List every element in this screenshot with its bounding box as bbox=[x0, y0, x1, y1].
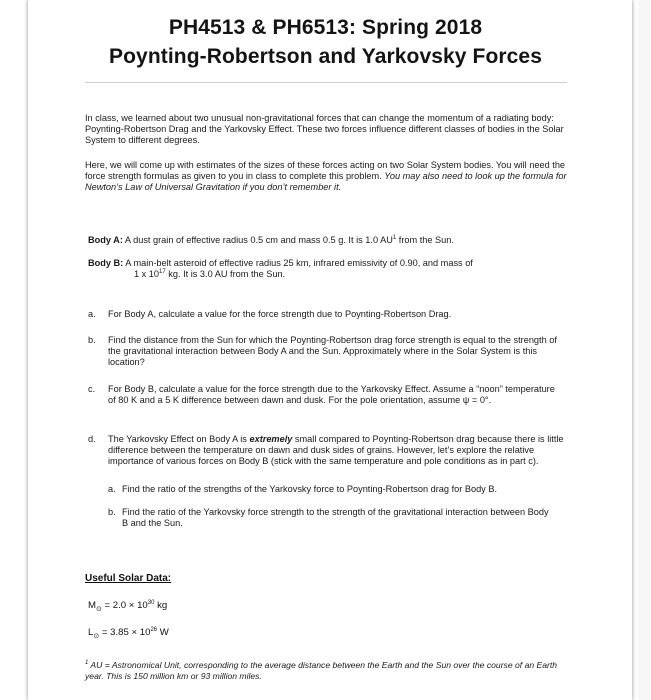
body-b-mass-exponent: 17 bbox=[159, 268, 166, 275]
title-divider bbox=[85, 82, 567, 83]
question-d-post: small compared to Poynting-Robertson drag because there is little difference between the temperature on dawn and dusk sides of grains. However, let’s explore the relative importance of various forces on Body B (stick with the same temperature and pole conditions as in part c). bbox=[108, 434, 564, 466]
body-b-line-2 bbox=[134, 269, 564, 280]
intro-paragraph-2-italic: You may also need to look up the formula for Newton’s Law of Universal Gravitation if you don’t remember it. bbox=[85, 171, 567, 192]
footnote bbox=[85, 660, 575, 682]
footnote-mark: 1 bbox=[85, 660, 89, 667]
body-a-label: Body A: bbox=[88, 235, 123, 245]
sun-symbol-icon: ⊙ bbox=[93, 632, 100, 640]
body-a-text: A dust grain of effective radius 0.5 cm and mass 0.5 g. It is 1.0 AU bbox=[124, 235, 393, 245]
body-b-label: Body B: bbox=[88, 258, 124, 268]
question-d-pre: The Yarkovsky Effect on Body A is bbox=[108, 434, 250, 444]
solar-luminosity-exponent: 26 bbox=[150, 626, 158, 633]
body-b-text-1: A main-belt asteroid of effective radius 25 km, infrared emissivity of 0.90, and mass of bbox=[125, 258, 473, 268]
body-a bbox=[88, 235, 568, 246]
footnote-text: AU = Astronomical Unit, corresponding to the average distance between the Earth and the Sun over the course of an Earth year. This is 150 million km or 93 million miles. bbox=[85, 660, 558, 681]
question-b-text: Find the distance from the Sun for which the Poynting-Robertson drag force strength is equal to the strength of the gravitational interaction between Body A and the Sun. Approximately where in the Solar System is this location? bbox=[108, 335, 557, 367]
topic-title: Poynting-Robertson and Yarkovsky Forces bbox=[109, 45, 542, 68]
question-b-label: b. bbox=[88, 335, 96, 345]
body-b-mass: 1 x 10 bbox=[134, 269, 160, 279]
course-title: PH4513 & PH6513: Spring 2018 bbox=[168, 16, 483, 39]
solar-luminosity-value: = 3.85 × 10 bbox=[99, 627, 151, 638]
solar-luminosity-symbol: L bbox=[88, 627, 94, 638]
sun-symbol-icon: ⊙ bbox=[96, 605, 102, 613]
body-b-tail: kg. It is 3.0 AU from the Sun. bbox=[165, 269, 286, 279]
question-d-part-a-text: Find the ratio of the strengths of the Yarkovsky force to Poynting-Robertson drag for Body B. bbox=[122, 484, 498, 494]
question-d-part-b-text: Find the ratio of the Yarkovsky force strength to the strength of the gravitational interaction between Body B and the Sun. bbox=[122, 507, 549, 528]
question-c-label: c. bbox=[88, 384, 96, 394]
solar-mass-value: = 2.0 × 10 bbox=[101, 600, 148, 611]
question-a-label: a. bbox=[88, 309, 96, 319]
intro-paragraph-2 bbox=[85, 160, 575, 193]
question-d-part-a-label: a. bbox=[108, 484, 116, 494]
question-c-text: For Body B, calculate a value for the force strength due to the Yarkovsky Effect. Assume a “noon” temperature of 80 K and a 5 K difference between dawn and dusk. For the pole orientation, assume ψ = 0°. bbox=[108, 384, 555, 405]
intro-paragraph-1: In class, we learned about two unusual non-gravitational forces that can change the momentum of a radiating body: Poynting-Robertson Drag and the Yarkovsky Effect. These two forces influence different classes of bodies in the Solar System to different degrees. bbox=[85, 113, 564, 145]
question-d-label: d. bbox=[88, 434, 96, 444]
solar-mass bbox=[88, 600, 167, 613]
body-b bbox=[88, 258, 568, 269]
solar-mass-exponent: 30 bbox=[147, 599, 155, 606]
question-d-part-b-label: b. bbox=[108, 507, 116, 517]
solar-luminosity-unit: W bbox=[157, 627, 169, 638]
footnote-ref: 1 bbox=[392, 234, 397, 241]
question-d-text bbox=[108, 434, 564, 467]
solar-mass-symbol: M bbox=[88, 600, 96, 611]
solar-luminosity bbox=[88, 627, 169, 640]
useful-solar-data-heading: Useful Solar Data: bbox=[85, 573, 172, 584]
question-a-text: For Body A, calculate a value for the force strength due to Poynting-Robertson Drag. bbox=[108, 309, 452, 319]
page-margin bbox=[638, 0, 651, 700]
solar-mass-unit: kg bbox=[154, 600, 168, 611]
intro-paragraph-2-text: Here, we will come up with estimates of the sizes of these forces acting on two Solar System bodies. You will need the force strength formulas as given to you in class to complete this problem. bbox=[85, 160, 566, 181]
question-d-emphasis: extremely bbox=[249, 434, 293, 444]
body-a-tail: from the Sun. bbox=[396, 235, 454, 245]
